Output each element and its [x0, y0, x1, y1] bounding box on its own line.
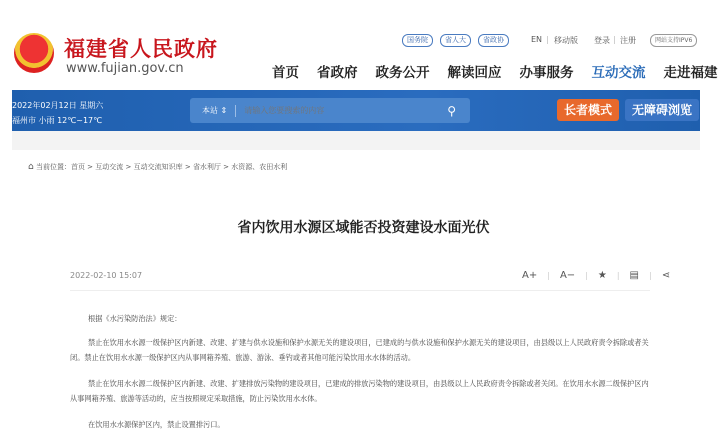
search-input[interactable] [236, 106, 447, 115]
breadcrumb-item[interactable]: 互动交流知识库 [133, 163, 183, 171]
elder-mode-button[interactable]: 长者模式 [557, 99, 619, 121]
breadcrumb-item[interactable]: 首页 [70, 163, 85, 171]
date: 2022年02月12日 星期六 [12, 101, 104, 110]
link-provincial-cppcc[interactable]: 省政协 [478, 34, 509, 47]
font-decrease-button[interactable]: A− [559, 270, 576, 281]
print-icon[interactable]: ▤ [629, 270, 639, 281]
home-icon: ⌂ [28, 162, 34, 172]
search-scope-select[interactable]: 本站 ⇕ [202, 106, 228, 115]
divider: | [613, 35, 616, 44]
link-mobile[interactable]: 移动版 [554, 36, 578, 45]
breadcrumb: ⌂ 当前位置：首页 > 互动交流 > 互动交流知识库 > 省水利厅 > 水资源、农田水利 [28, 162, 288, 172]
nav-interpretation[interactable]: 解读回应 [447, 65, 502, 81]
date-weather [12, 98, 103, 128]
article-tools: A+ | A− | ★ | ▤ | ⋖ [522, 270, 671, 281]
ipv6-badge: 网站支持IPV6 [650, 34, 697, 47]
nav-home[interactable]: 首页 [272, 65, 299, 81]
nav-gov-affairs[interactable]: 政务公开 [375, 65, 430, 81]
weather: 福州市 小雨 12℃~17℃ [12, 116, 103, 125]
site-name[interactable]: 福建省人民政府 [64, 36, 218, 61]
link-provincial-congress[interactable]: 省人大 [440, 34, 471, 47]
star-icon[interactable]: ★ [597, 270, 607, 281]
search-bar [190, 98, 470, 123]
article-title: 省内饮用水源区域能否投资建设水面光伏 [237, 220, 490, 236]
breadcrumb-item[interactable]: 省水利厅 [192, 163, 221, 171]
paragraph: 禁止在饮用水水源一级保护区内新建、改建、扩建与供水设施和保护水源无关的建设项目，已建成的与供水设施和保护水源无关的建设项目，由县级以上人民政府责令拆除或者关闭。禁止在饮用水水源一级保护区内从事网箱养殖、旅游、游泳、垂钓或者其他可能污染饮用水水体的活动。 [70, 338, 649, 362]
nav-interaction[interactable]: 互动交流 [591, 65, 646, 81]
link-state-council[interactable]: 国务院 [402, 34, 433, 47]
nav-government[interactable]: 省政府 [317, 65, 358, 81]
link-register[interactable]: 注册 [620, 36, 636, 45]
accessible-browse-button[interactable]: 无障碍浏览 [625, 99, 699, 121]
nav-about-fujian[interactable]: 走进福建 [663, 65, 718, 81]
divider [70, 290, 650, 291]
link-login[interactable]: 登录 [594, 36, 610, 45]
divider: | [546, 35, 549, 44]
main-nav [272, 61, 718, 81]
link-en[interactable]: EN [531, 35, 543, 44]
breadcrumb-item[interactable]: 水资源、农田水利 [231, 163, 288, 171]
gray-strip [12, 131, 700, 150]
font-increase-button[interactable]: A+ [522, 270, 538, 281]
paragraph: 根据《水污染防治法》规定： [88, 314, 182, 323]
publish-date: 2022-02-10 15:07 [70, 271, 143, 280]
national-emblem-logo [14, 33, 54, 73]
nav-services[interactable]: 办事服务 [519, 65, 574, 81]
search-icon[interactable]: ⚲ [447, 103, 456, 118]
paragraph: 禁止在饮用水水源二级保护区内新建、改建、扩建排放污染物的建设项目，已建成的排放污染物的建设项目，由县级以上人民政府责令拆除或者关闭。在饮用水水源二级保护区内从事网箱养殖、旅游等活动的，应当按照规定采取措施，防止污染饮用水水体。 [70, 379, 649, 403]
breadcrumb-item[interactable]: 互动交流 [95, 163, 124, 171]
site-url: www.fujian.gov.cn [66, 61, 184, 76]
paragraph: 在饮用水水源保护区内，禁止设置排污口。 [88, 420, 225, 429]
share-icon[interactable]: ⋖ [661, 270, 671, 281]
